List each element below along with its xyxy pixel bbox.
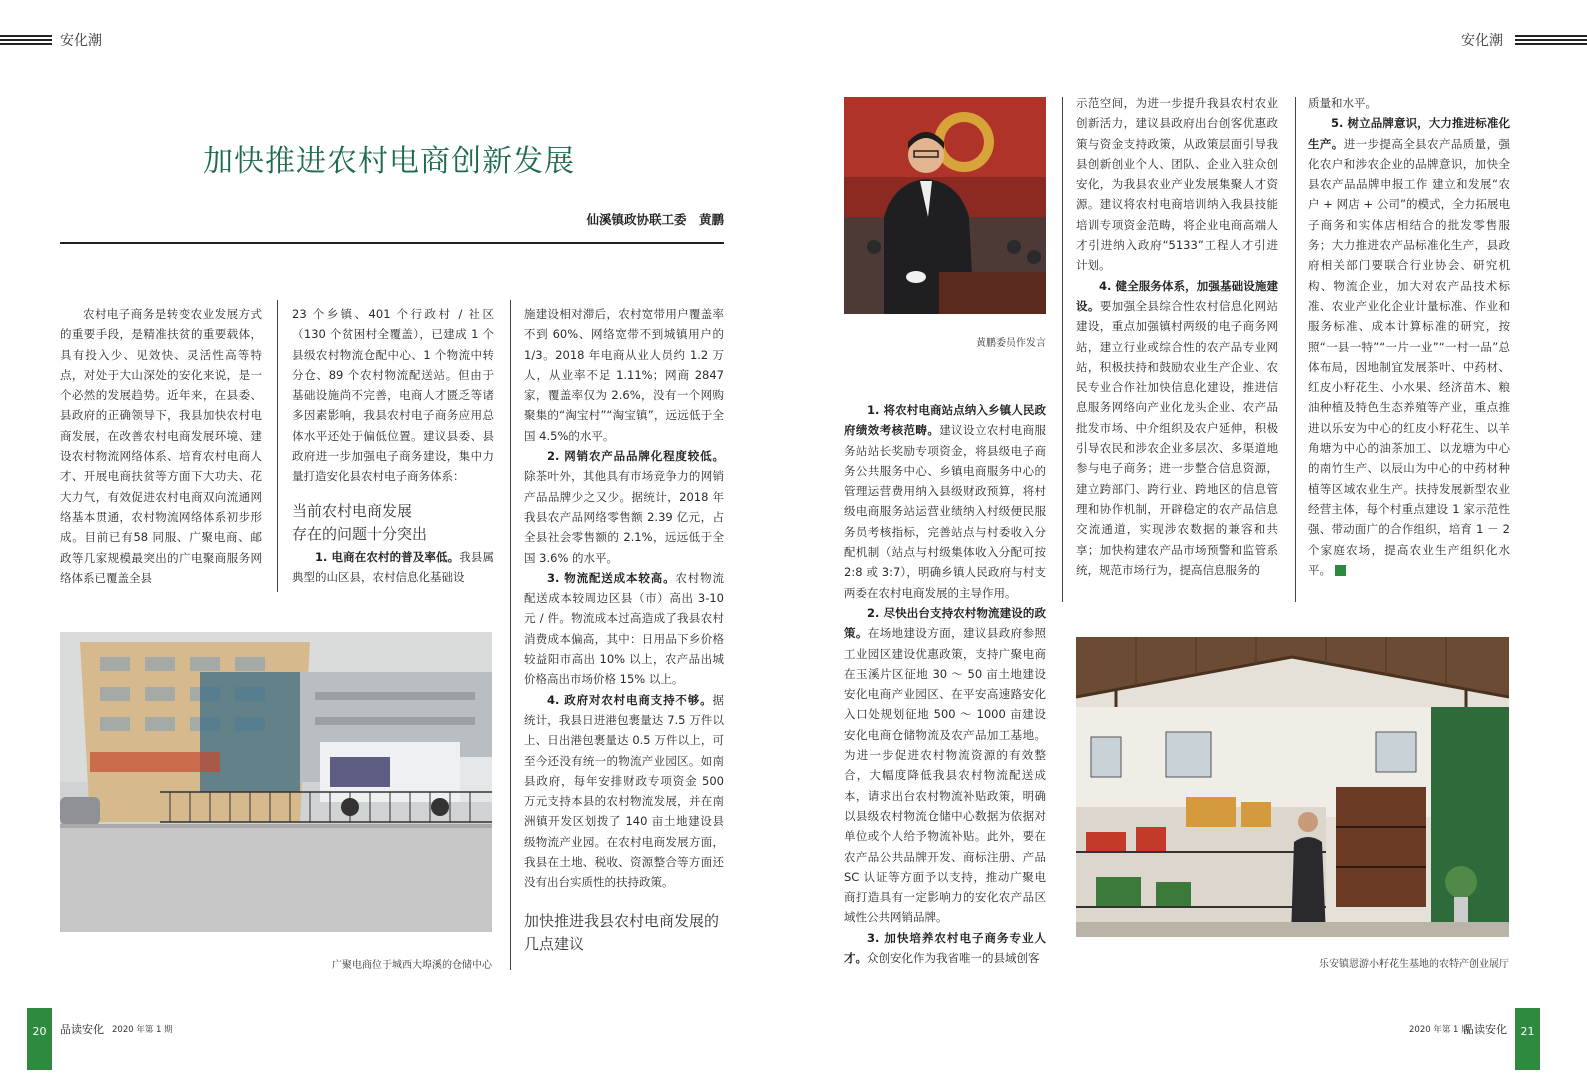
- article-column-2: [292, 304, 494, 589]
- right-page-number-box: [1515, 1008, 1540, 1070]
- column-divider: [277, 300, 278, 592]
- point-heading: 3. 物流配送成本较高。: [547, 570, 676, 585]
- paragraph: 1. 电商在农村的普及率低。我县属典型的山区县，农村信息化基础设: [292, 549, 494, 584]
- paragraph: 施建设相对滞后，农村宽带用户覆盖率不到 60%、网络宽带不到城镇用户的 1/3。2018 年电商从业人员约 1.2 万人，从业率不足 1.11%；网商 2847 家，覆盖率仅为 2.6%，没有一个网购聚集的“淘宝村”“淘宝镇”，远远低于全国 4.5%的水平。: [524, 307, 724, 443]
- title-rule: [60, 242, 724, 244]
- article-column-5: [1076, 93, 1278, 588]
- header-right-section: 安化潮: [1461, 33, 1503, 49]
- article-byline: 仙溪镇政协联工委 黄鹏: [586, 212, 724, 227]
- paragraph: 4. 健全服务体系，加强基础设施建设。要加强全县综合性农村信息化网站建设，重点加强镇村两级的电子商务网站，建立行业或综合性的农产品专业网站，积极扶持和鼓励农业生产企业、农民专业合作社加快信息化建设，推进信息服务网络向产业化龙头企业、农产品批发市场、中介组织及农户延伸，积极引导农民和涉农企业多层次、多渠道地参与电子商务；进一步整合信息资源，建立跨部门、跨行业、跨地区的信息管理和协作机制，开辟稳定的农产品信息交流通道，实现涉农数据的兼容和共享；加快构建农产品市场预警和监管系统，规范市场行为，提高信息服务的: [1076, 278, 1278, 577]
- section-heading: 当前农村电商发展: [292, 501, 413, 520]
- paragraph: 5. 树立品牌意识，大力推进标准化生产。进一步提高全县农产品质量，强化农户和涉农企业的品牌意识，加快全县农产品品牌申报工作 建立和发展“农户 + 网店 + 公司”的模式，全力拓展电子商务和实体店相结合的批发零售服务；大力推进农产品标准化生产，县政府相关部门要联合行业协会、研究机构、物流企业，加大对农产品技术标准、农业产业化企业计量标准、作业和服务标准、成本计算标准的研究，按照“一县一特”“一片一业”“一村一品”总体布局，因地制宜发展茶叶、中药材、红皮小籽花生、小水果、经济苗木、粮油种植及特色生态养殖等产业，重点推进以乐安为中心的红皮小籽花生、以羊角塘为中心的油茶加工、以龙塘为中心的南竹生产、以辰山为中心的中药材种植等区域农业生产。扶持发展新型农业经营主体，每个村重点建设 1 家示范性强、带动面广的合作组织，培育 1 － 2 个家庭农场，提高农业生产组织化水平。 A: [1308, 116, 1510, 577]
- right-page-number: 21: [1520, 1025, 1535, 1038]
- header-left-bars: [0, 35, 52, 45]
- warehouse-street-photo: [60, 632, 492, 932]
- point-heading: 2. 网销农产品品牌化程度较低。: [547, 449, 724, 464]
- paragraph: 1. 将农村电商站点纳入乡镇人民政府绩效考核范畴。建议设立农村电商服务站站长奖励专项资金，将县级电子商务公共服务中心、乡镇电商服务中心的管理运营费用纳入县级财政预算，将村级电商服务站运营业绩纳入村级便民服务员考核指标，完善站点与村委收入分配机制（站点与村级集体收入分配可按 2:8 或 3:7），明确乡镇人民政府与村支两委在农村电商发展的主导作用。: [844, 403, 1046, 600]
- article-end-mark: A: [1335, 565, 1346, 576]
- right-issue: 2020 年第 1 期: [1409, 1025, 1470, 1035]
- point-heading: 4. 政府对农村电商支持不够。: [547, 692, 713, 707]
- column-divider: [510, 300, 511, 970]
- header-right-bars: [1515, 35, 1587, 45]
- point-heading: 5. 树立品牌意识，大力推进标准化生产。: [1308, 116, 1510, 151]
- article-column-6: [1308, 93, 1510, 593]
- left-page-number-box: [27, 1008, 52, 1070]
- paragraph: 示范空间，为进一步提升我县农村农业创新活力，建议县政府出台创客优惠政策与资金支持政策，从政策层面引导我县创新创业个人、团队、企业入驻众创安化，为我县农业产业发展集聚人才资源。建议将农村电商培训纳入我县技能培训专项资金范畴，将企业电商高端人才引进纳入政府“5133”工程人才引进计划。: [1076, 96, 1278, 273]
- left-issue: 2020 年第 1 期: [112, 1025, 173, 1035]
- article-title: 加快推进农村电商创新发展: [203, 144, 575, 179]
- exhibition-hall-photo: [1076, 637, 1509, 937]
- paragraph: 23 个乡镇、401 个行政村 / 社区（130 个贫困村全覆盖），已建成 1 个县级农村物流仓配中心、1 个物流中转分仓、89 个农村物流配送站。但由于基础设施尚不完善，电商人才匮乏等诸多因素影响，我县农村电子商务应用总体水平还处于偏低位置。建议县委、县政府进一步加强电子商务建设，集中力量打造安化县农村电子商务体系：: [292, 307, 494, 484]
- column-divider: [1062, 97, 1063, 602]
- article-column-3: [524, 304, 724, 964]
- paragraph: 质量和水平。: [1308, 96, 1377, 110]
- left-magazine-name: 品读安化: [60, 1023, 104, 1036]
- street-photo-caption: 广聚电商位于城西大埠溪的仓储中心: [332, 960, 492, 971]
- section-heading: 存在的问题十分突出: [292, 524, 428, 543]
- point-heading: 1. 电商在农村的普及率低。: [315, 549, 460, 564]
- paragraph: 农村电子商务是转变农业发展方式的重要手段，是精准扶贫的重要载体，具有投入少、见效快、灵活性高等特点，对处于大山深处的安化来说，是一个必然的发展趋势。近年来，在县委、县政府的正确领导下，我县加快农村电商发展，在改善农村电商发展环境、建设农村物流网络体系、培育农村电商人才、开展电商扶贫等方面下大功夫、花大力气，有效促进农村电商双向流通网络基本贯通，农村物流网络体系初步形成。目前已有58 同服、广聚电商、邮政等几家规模最突出的广电聚商服务网络体系已覆盖全县: [60, 307, 262, 585]
- hall-photo-caption: 乐安镇恩游小籽花生基地的农特产创业展厅: [1319, 959, 1509, 970]
- point-heading: 4. 健全服务体系，加强基础设施建设。: [1076, 278, 1278, 313]
- right-magazine-name: 品读安化: [1463, 1023, 1507, 1036]
- paragraph: 3. 加快培养农村电子商务专业人才。众创安化作为我省唯一的县域创客: [844, 930, 1046, 966]
- paragraph: 4. 政府对农村电商支持不够。据统计，我县日进港包裹量达 7.5 万件以上、日出港包裹量达 0.5 万件以上，可至今还没有统一的物流产业园区。如南县政府，每年安排财政专项资金 500 万元支持本县的农村物流发展，并在南洲镇开发区划拨了 140 亩土地建设县级物流产业园。在农村电商发展方面，我县在土地、税收、资源整合等方面还没有出台实质性的扶持政策。: [524, 692, 724, 890]
- section-heading: 几点建议: [524, 934, 585, 953]
- article-column-1: [60, 304, 262, 589]
- article-column-4: [844, 400, 1046, 970]
- point-heading: 2. 尽快出台支持农村物流建设的政策。: [844, 605, 1046, 641]
- point-heading: 3. 加快培养农村电子商务专业人才。: [844, 930, 1046, 966]
- paragraph: 2. 网销农产品品牌化程度较低。除茶叶外，其他具有市场竞争力的网销产品品牌少之又少。据统计，2018 年我县农产品网络零售额 2.39 亿元，占全县社会零售额的 2.1%，远远低于全国 3.6% 的水平。: [524, 449, 724, 565]
- paragraph: 3. 物流配送成本较高。农村物流配送成本较周边区县（市）高出 3-10 元 / 件。物流成本过高造成了我县农村消费成本偏高，其中：日用品下乡价格较益阳市高出 10% 以上，农产品出城价格高出市场价格 15% 以上。: [524, 570, 724, 687]
- column-divider: [1295, 97, 1296, 602]
- point-heading: 1. 将农村电商站点纳入乡镇人民政府绩效考核范畴。: [844, 403, 1046, 438]
- speaker-photo: [844, 97, 1046, 314]
- paragraph: 2. 尽快出台支持农村物流建设的政策。在场地建设方面，建议县政府参照工业园区建设优惠政策，支持广聚电商在玉溪片区征地 30 ～ 50 亩土地建设安化电商产业园区、在平安高速路安化入口处规划征地 500 ～ 1000 亩建设安化电商仓储物流及农产品加工基地。为进一步促进农村物流资源的有效整合，大幅度降低我县农村物流配送成本，请求出台农村物流补贴政策，明确以县级农村物流仓储中心数据为依据对单位或个人给予物流补贴。此外，要在农产品公共品牌开发、商标注册、产品 SC 认证等方面予以支持，推动广聚电商打造具有一定影响力的安化农产品区域性公共网销品牌。: [844, 605, 1046, 925]
- left-page-number: 20: [32, 1025, 47, 1038]
- section-heading: 加快推进我县农村电商发展的: [524, 911, 720, 930]
- speaker-photo-caption: 黄鹏委员作发言: [976, 338, 1046, 349]
- header-left-section: 安化潮: [60, 33, 102, 49]
